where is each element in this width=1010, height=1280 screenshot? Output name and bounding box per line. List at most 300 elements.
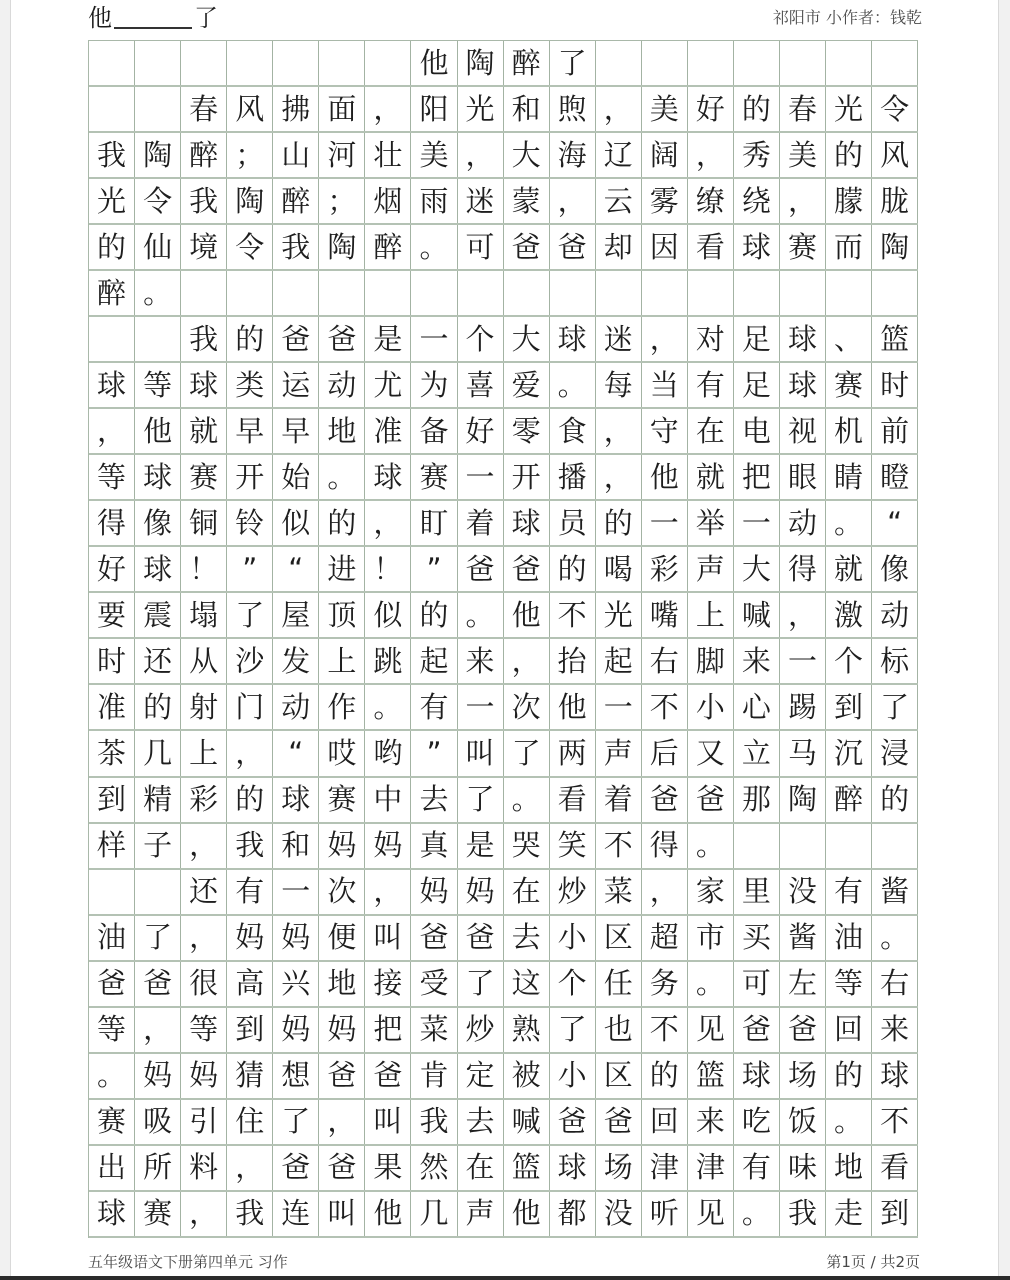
grid-cell: 了 — [273, 1100, 319, 1144]
grid-cell: ， — [504, 639, 550, 683]
grid-cell: 炒 — [458, 1008, 504, 1052]
grid-cell: 叫 — [365, 1100, 411, 1144]
grid-cell — [273, 271, 319, 315]
grid-cell: 左 — [780, 962, 826, 1006]
grid-cell — [135, 317, 181, 361]
grid-cell: 右 — [872, 962, 918, 1006]
grid-cell: 。 — [411, 225, 457, 269]
grid-row — [89, 870, 918, 916]
grid-cell: 球 — [550, 1146, 596, 1190]
grid-cell — [872, 271, 918, 315]
grid-cell: 的 — [227, 778, 273, 822]
grid-cell: 春 — [181, 87, 227, 131]
grid-cell: 的 — [826, 1054, 872, 1098]
grid-row — [89, 87, 918, 133]
grid-cell: 马 — [780, 731, 826, 775]
grid-cell: 到 — [872, 1192, 918, 1236]
grid-cell: 哟 — [365, 731, 411, 775]
grid-cell: ， — [181, 916, 227, 960]
grid-cell: 着 — [458, 501, 504, 545]
grid-cell: 等 — [89, 455, 135, 499]
grid-cell: 不 — [642, 685, 688, 729]
grid-cell: 进 — [319, 547, 365, 591]
grid-cell: 因 — [642, 225, 688, 269]
grid-cell: 我 — [181, 179, 227, 223]
grid-cell: 爸 — [135, 962, 181, 1006]
grid-cell: 一 — [411, 317, 457, 361]
grid-cell: 有 — [826, 870, 872, 914]
grid-cell: 沉 — [826, 731, 872, 775]
grid-cell: 看 — [550, 778, 596, 822]
grid-row — [89, 455, 918, 501]
title-prefix: 他 — [88, 4, 112, 32]
grid-cell: 始 — [273, 455, 319, 499]
grid-cell: 标 — [872, 639, 918, 683]
grid-cell: 引 — [181, 1100, 227, 1144]
grid-cell — [365, 271, 411, 315]
grid-cell: 右 — [642, 639, 688, 683]
grid-cell: 缭 — [688, 179, 734, 223]
grid-cell: 陶 — [780, 778, 826, 822]
grid-cell: 那 — [734, 778, 780, 822]
grid-cell: 醉 — [504, 41, 550, 85]
grid-cell: 我 — [411, 1100, 457, 1144]
grid-cell: 把 — [365, 1008, 411, 1052]
grid-cell: 山 — [273, 133, 319, 177]
grid-cell: 果 — [365, 1146, 411, 1190]
grid-cell: 塌 — [181, 593, 227, 637]
grid-cell: 炒 — [550, 870, 596, 914]
grid-cell: 了 — [872, 685, 918, 729]
bottom-bar — [0, 1276, 1010, 1280]
grid-cell — [872, 41, 918, 85]
grid-cell: 地 — [826, 1146, 872, 1190]
grid-cell: 地 — [319, 962, 365, 1006]
grid-cell: 去 — [458, 1100, 504, 1144]
grid-cell — [780, 41, 826, 85]
grid-cell: 前 — [872, 409, 918, 453]
grid-cell: 。 — [89, 1054, 135, 1098]
grid-row — [89, 501, 918, 547]
grid-cell: 里 — [734, 870, 780, 914]
grid-cell: 妈 — [135, 1054, 181, 1098]
grid-cell: 醉 — [181, 133, 227, 177]
grid-cell: 一 — [458, 455, 504, 499]
grid-cell — [688, 41, 734, 85]
grid-cell: 爸 — [688, 778, 734, 822]
grid-cell: 了 — [458, 778, 504, 822]
grid-cell: 还 — [135, 639, 181, 683]
grid-cell: 菜 — [596, 870, 642, 914]
grid-cell: 足 — [734, 317, 780, 361]
grid-cell: 守 — [642, 409, 688, 453]
grid-cell: 是 — [365, 317, 411, 361]
grid-cell: 一 — [273, 870, 319, 914]
grid-cell: 肯 — [411, 1054, 457, 1098]
grid-cell: 陶 — [319, 225, 365, 269]
grid-cell: 。 — [319, 455, 365, 499]
grid-row — [89, 133, 918, 179]
grid-cell — [642, 41, 688, 85]
grid-cell: 两 — [550, 731, 596, 775]
grid-cell: 来 — [872, 1008, 918, 1052]
grid-cell — [89, 870, 135, 914]
grid-cell: 蒙 — [504, 179, 550, 223]
grid-cell: 区 — [596, 1054, 642, 1098]
grid-row — [89, 1008, 918, 1054]
grid-cell: 还 — [181, 870, 227, 914]
grid-cell: 来 — [734, 639, 780, 683]
grid-cell: 对 — [688, 317, 734, 361]
grid-cell: 几 — [411, 1192, 457, 1236]
grid-cell: 心 — [734, 685, 780, 729]
grid-cell: 时 — [872, 363, 918, 407]
grid-cell: 陶 — [458, 41, 504, 85]
grid-cell: 为 — [411, 363, 457, 407]
grid-cell: 和 — [504, 87, 550, 131]
grid-cell: 醉 — [89, 271, 135, 315]
grid-cell: 上 — [688, 593, 734, 637]
grid-cell: 次 — [504, 685, 550, 729]
grid-cell: ， — [458, 133, 504, 177]
grid-cell — [89, 317, 135, 361]
grid-cell: 令 — [227, 225, 273, 269]
grid-cell: 河 — [319, 133, 365, 177]
grid-cell: 酱 — [780, 916, 826, 960]
grid-cell: 机 — [826, 409, 872, 453]
grid-cell — [273, 41, 319, 85]
grid-cell: 有 — [227, 870, 273, 914]
grid-cell: 举 — [688, 501, 734, 545]
grid-cell: 铃 — [227, 501, 273, 545]
grid-cell — [826, 41, 872, 85]
grid-cell: 他 — [135, 409, 181, 453]
grid-cell: 眼 — [780, 455, 826, 499]
grid-cell: 球 — [780, 363, 826, 407]
title-blank-underline — [114, 27, 192, 29]
grid-cell: 津 — [688, 1146, 734, 1190]
grid-cell: 大 — [504, 317, 550, 361]
grid-cell: 雨 — [411, 179, 457, 223]
grid-cell: 陶 — [872, 225, 918, 269]
grid-cell: 中 — [365, 778, 411, 822]
grid-cell: 买 — [734, 916, 780, 960]
grid-cell: 。 — [550, 363, 596, 407]
grid-cell: 赛 — [780, 225, 826, 269]
grid-cell: 大 — [734, 547, 780, 591]
grid-cell: 没 — [596, 1192, 642, 1236]
grid-cell: 地 — [319, 409, 365, 453]
grid-cell: 在 — [458, 1146, 504, 1190]
grid-cell: 喝 — [596, 547, 642, 591]
grid-cell: 好 — [89, 547, 135, 591]
grid-row — [89, 409, 918, 455]
grid-cell: 一 — [458, 685, 504, 729]
grid-cell: 绕 — [734, 179, 780, 223]
grid-cell: 爸 — [550, 1100, 596, 1144]
grid-cell: 球 — [734, 225, 780, 269]
grid-cell: 顶 — [319, 593, 365, 637]
grid-cell — [227, 41, 273, 85]
grid-cell: 的 — [550, 547, 596, 591]
grid-cell: ， — [550, 179, 596, 223]
grid-cell: 爸 — [780, 1008, 826, 1052]
grid-cell: 胧 — [872, 179, 918, 223]
grid-cell — [135, 870, 181, 914]
grid-cell: 哭 — [504, 824, 550, 868]
grid-cell: 妈 — [365, 824, 411, 868]
grid-cell: 妈 — [273, 1008, 319, 1052]
grid-cell: 爸 — [89, 962, 135, 1006]
grid-cell: 彩 — [181, 778, 227, 822]
grid-cell: 爸 — [319, 317, 365, 361]
grid-cell: 好 — [688, 87, 734, 131]
grid-cell: 抬 — [550, 639, 596, 683]
grid-cell: 境 — [181, 225, 227, 269]
grid-cell: 球 — [550, 317, 596, 361]
grid-cell: 似 — [365, 593, 411, 637]
grid-cell: 早 — [273, 409, 319, 453]
grid-cell — [411, 271, 457, 315]
grid-cell: ， — [780, 179, 826, 223]
grid-cell: 声 — [688, 547, 734, 591]
grid-cell — [826, 824, 872, 868]
grid-cell — [319, 41, 365, 85]
grid-cell: 令 — [872, 87, 918, 131]
grid-cell: 云 — [596, 179, 642, 223]
grid-cell: 了 — [550, 1008, 596, 1052]
grid-cell: 想 — [273, 1054, 319, 1098]
grid-cell — [734, 41, 780, 85]
grid-cell: 球 — [734, 1054, 780, 1098]
grid-cell: 赛 — [411, 455, 457, 499]
grid-cell: 似 — [273, 501, 319, 545]
grid-cell: 爸 — [504, 547, 550, 591]
grid-cell: 零 — [504, 409, 550, 453]
grid-cell — [135, 87, 181, 131]
grid-cell: 妈 — [181, 1054, 227, 1098]
grid-cell: 我 — [181, 317, 227, 361]
grid-cell: 小 — [550, 1054, 596, 1098]
grid-cell: ， — [181, 1192, 227, 1236]
grid-cell — [550, 271, 596, 315]
grid-cell: 我 — [227, 824, 273, 868]
grid-cell: 来 — [688, 1100, 734, 1144]
grid-cell: 的 — [411, 593, 457, 637]
grid-cell: 球 — [135, 455, 181, 499]
grid-cell: 我 — [89, 133, 135, 177]
grid-cell: 他 — [411, 41, 457, 85]
grid-cell: 射 — [181, 685, 227, 729]
grid-cell: 光 — [458, 87, 504, 131]
grid-cell: 任 — [596, 962, 642, 1006]
grid-cell: 所 — [135, 1146, 181, 1190]
grid-cell: 来 — [458, 639, 504, 683]
grid-cell: 见 — [688, 1008, 734, 1052]
grid-cell: 子 — [135, 824, 181, 868]
grid-cell: 动 — [319, 363, 365, 407]
grid-cell: 着 — [596, 778, 642, 822]
grid-cell: 妈 — [411, 870, 457, 914]
grid-row — [89, 593, 918, 639]
grid-cell: 像 — [135, 501, 181, 545]
grid-cell: 球 — [365, 455, 411, 499]
grid-cell: 瞪 — [872, 455, 918, 499]
grid-cell: ， — [596, 87, 642, 131]
grid-cell: 醉 — [365, 225, 411, 269]
grid-row — [89, 916, 918, 962]
grid-cell — [89, 41, 135, 85]
grid-cell: 仙 — [135, 225, 181, 269]
grid-cell: 听 — [642, 1192, 688, 1236]
grid-cell: 早 — [227, 409, 273, 453]
composition-grid — [88, 40, 918, 1238]
grid-cell: 到 — [227, 1008, 273, 1052]
grid-cell: 煦 — [550, 87, 596, 131]
grid-cell — [734, 271, 780, 315]
grid-cell: 高 — [227, 962, 273, 1006]
grid-cell: 爸 — [458, 547, 504, 591]
grid-cell: 球 — [135, 547, 181, 591]
grid-cell: 不 — [642, 1008, 688, 1052]
grid-cell: 个 — [550, 962, 596, 1006]
grid-cell: 猜 — [227, 1054, 273, 1098]
grid-cell: 、 — [826, 317, 872, 361]
grid-row — [89, 1146, 918, 1192]
grid-cell: 喊 — [734, 593, 780, 637]
grid-cell: 作 — [319, 685, 365, 729]
grid-cell: 开 — [227, 455, 273, 499]
grid-cell: 的 — [89, 225, 135, 269]
grid-cell: 他 — [550, 685, 596, 729]
grid-cell: 到 — [826, 685, 872, 729]
grid-cell: 的 — [596, 501, 642, 545]
grid-cell — [458, 271, 504, 315]
grid-cell: 爸 — [411, 916, 457, 960]
grid-cell: 超 — [642, 916, 688, 960]
grid-cell: 发 — [273, 639, 319, 683]
grid-cell: 喜 — [458, 363, 504, 407]
grid-cell: 足 — [734, 363, 780, 407]
author-info: 祁阳市 小作者：钱乾 — [772, 8, 922, 27]
grid-cell: 却 — [596, 225, 642, 269]
grid-cell: 员 — [550, 501, 596, 545]
grid-cell: 等 — [135, 363, 181, 407]
grid-cell: 叫 — [365, 916, 411, 960]
grid-cell: ， — [365, 870, 411, 914]
grid-cell: 雾 — [642, 179, 688, 223]
grid-cell: “ — [273, 547, 319, 591]
grid-row — [89, 363, 918, 409]
footer-book-info: 五年级语文下册第四单元 习作 — [88, 1253, 288, 1271]
grid-cell: 睛 — [826, 455, 872, 499]
grid-cell: 吃 — [734, 1100, 780, 1144]
grid-cell: 叫 — [458, 731, 504, 775]
grid-row — [89, 41, 918, 87]
grid-cell: 篮 — [872, 317, 918, 361]
grid-cell: 个 — [826, 639, 872, 683]
grid-cell: 视 — [780, 409, 826, 453]
grid-row — [89, 271, 918, 317]
grid-row — [89, 225, 918, 271]
grid-cell: 要 — [89, 593, 135, 637]
grid-cell: 见 — [688, 1192, 734, 1236]
grid-cell: 陶 — [227, 179, 273, 223]
grid-cell: 球 — [89, 1192, 135, 1236]
grid-cell: 。 — [504, 778, 550, 822]
grid-cell: 可 — [734, 962, 780, 1006]
grid-cell: 浸 — [872, 731, 918, 775]
grid-row — [89, 1054, 918, 1100]
grid-cell: 开 — [504, 455, 550, 499]
grid-cell: 就 — [826, 547, 872, 591]
grid-cell: 菜 — [411, 1008, 457, 1052]
grid-cell: 一 — [780, 639, 826, 683]
grid-cell: 醉 — [273, 179, 319, 223]
grid-cell: 爱 — [504, 363, 550, 407]
grid-cell: 得 — [780, 547, 826, 591]
grid-cell: 爸 — [734, 1008, 780, 1052]
grid-row — [89, 731, 918, 777]
grid-cell — [872, 824, 918, 868]
grid-cell: 爸 — [504, 225, 550, 269]
grid-cell: 饭 — [780, 1100, 826, 1144]
grid-cell — [642, 271, 688, 315]
grid-cell: 叫 — [319, 1192, 365, 1236]
grid-cell: 春 — [780, 87, 826, 131]
grid-cell: 得 — [642, 824, 688, 868]
grid-cell: 在 — [688, 409, 734, 453]
page-edge-right — [998, 0, 1010, 1276]
grid-cell: 赛 — [89, 1100, 135, 1144]
grid-cell: ， — [365, 501, 411, 545]
grid-cell: 动 — [273, 685, 319, 729]
grid-cell: 等 — [826, 962, 872, 1006]
grid-cell: 美 — [411, 133, 457, 177]
grid-cell — [227, 271, 273, 315]
grid-cell: 准 — [365, 409, 411, 453]
grid-cell — [688, 271, 734, 315]
grid-cell: ， — [319, 1100, 365, 1144]
grid-cell: 定 — [458, 1054, 504, 1098]
grid-cell: 一 — [642, 501, 688, 545]
grid-cell: 的 — [734, 87, 780, 131]
grid-cell: 接 — [365, 962, 411, 1006]
grid-cell: 爸 — [365, 1054, 411, 1098]
grid-cell — [181, 41, 227, 85]
grid-cell: 跳 — [365, 639, 411, 683]
grid-cell: 看 — [872, 1146, 918, 1190]
grid-cell: 篮 — [504, 1146, 550, 1190]
grid-cell: 。 — [734, 1192, 780, 1236]
grid-cell: ； — [227, 133, 273, 177]
grid-row — [89, 317, 918, 363]
grid-cell: 赛 — [826, 363, 872, 407]
grid-cell: 没 — [780, 870, 826, 914]
grid-cell: 又 — [688, 731, 734, 775]
grid-row — [89, 778, 918, 824]
grid-cell: 一 — [734, 501, 780, 545]
grid-cell: ” — [411, 731, 457, 775]
grid-cell: 他 — [365, 1192, 411, 1236]
grid-cell: 受 — [411, 962, 457, 1006]
grid-cell: ， — [227, 1146, 273, 1190]
page-edge-left — [0, 0, 11, 1276]
grid-cell: 上 — [319, 639, 365, 683]
grid-cell: 喊 — [504, 1100, 550, 1144]
grid-cell: 赛 — [181, 455, 227, 499]
grid-cell: 便 — [319, 916, 365, 960]
